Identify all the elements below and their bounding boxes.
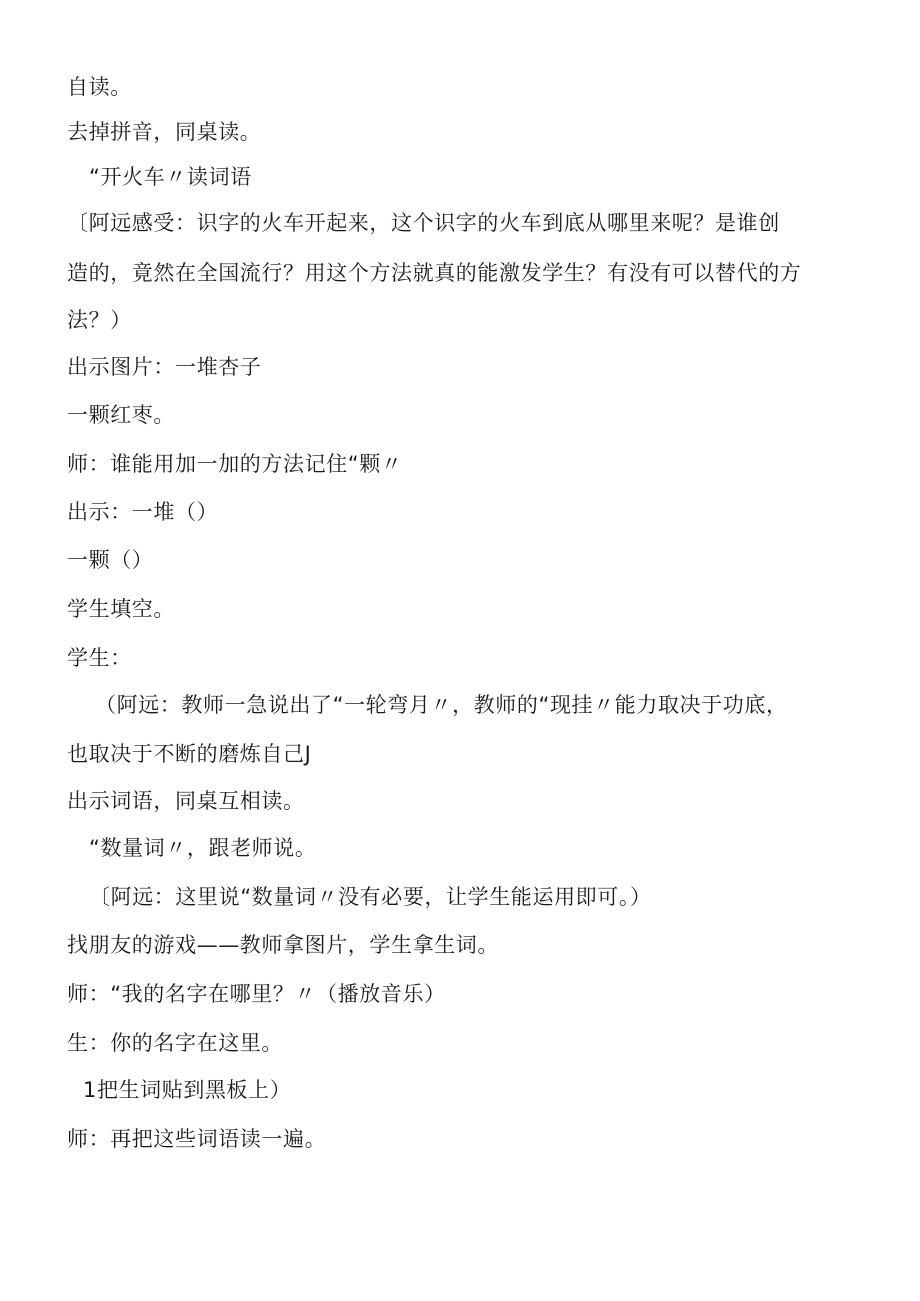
text-line: 去掉拼音，同桌读。: [67, 120, 262, 144]
text-line: 师：谁能用加一加的方法记住“颗〃: [67, 452, 403, 476]
text-line: 生：你的名字在这里。: [67, 1031, 283, 1055]
text-line: 师：再把这些词语读一遍。: [67, 1127, 327, 1151]
text-line: 〔阿远感受：识字的火车开起来，这个识字的火车到底从哪里来呢？是谁创: [67, 211, 780, 235]
text-line: 1把生词贴到黑板上）: [83, 1078, 292, 1102]
text-line: 学生填空。: [67, 597, 175, 621]
text-line: 出示词语，同桌互相读。: [67, 789, 305, 813]
text-line: “数量词〃，跟老师说。: [89, 836, 317, 860]
text-line: 造的，竟然在全国流行？用这个方法就真的能激发学生？有没有可以替代的方: [67, 261, 802, 285]
text-line: 学生：: [67, 646, 132, 670]
text-line: 自读。: [67, 75, 132, 99]
text-line: 出示图片：一堆杏子: [67, 355, 262, 379]
text-line: 一颗红枣。: [67, 403, 175, 427]
text-line: 法？）: [67, 308, 132, 332]
text-line: 一颗（）: [67, 548, 154, 572]
text-line: 也取决于不断的磨炼自己J: [67, 742, 312, 766]
text-line: 出示：一堆（）: [67, 500, 219, 524]
text-line: 〔阿远：这里说“数量词〃没有必要，让学生能运用即可。）: [89, 885, 652, 909]
text-line: “开火车〃读词语: [89, 165, 252, 189]
text-line: 找朋友的游戏——教师拿图片，学生拿生词。: [67, 933, 499, 957]
text-line: 师：“我的名字在哪里？〃（播放音乐）: [67, 982, 446, 1006]
text-line: （阿远：教师一急说出了“一轮弯月〃，教师的“现挂〃能力取决于功底，: [95, 693, 788, 717]
